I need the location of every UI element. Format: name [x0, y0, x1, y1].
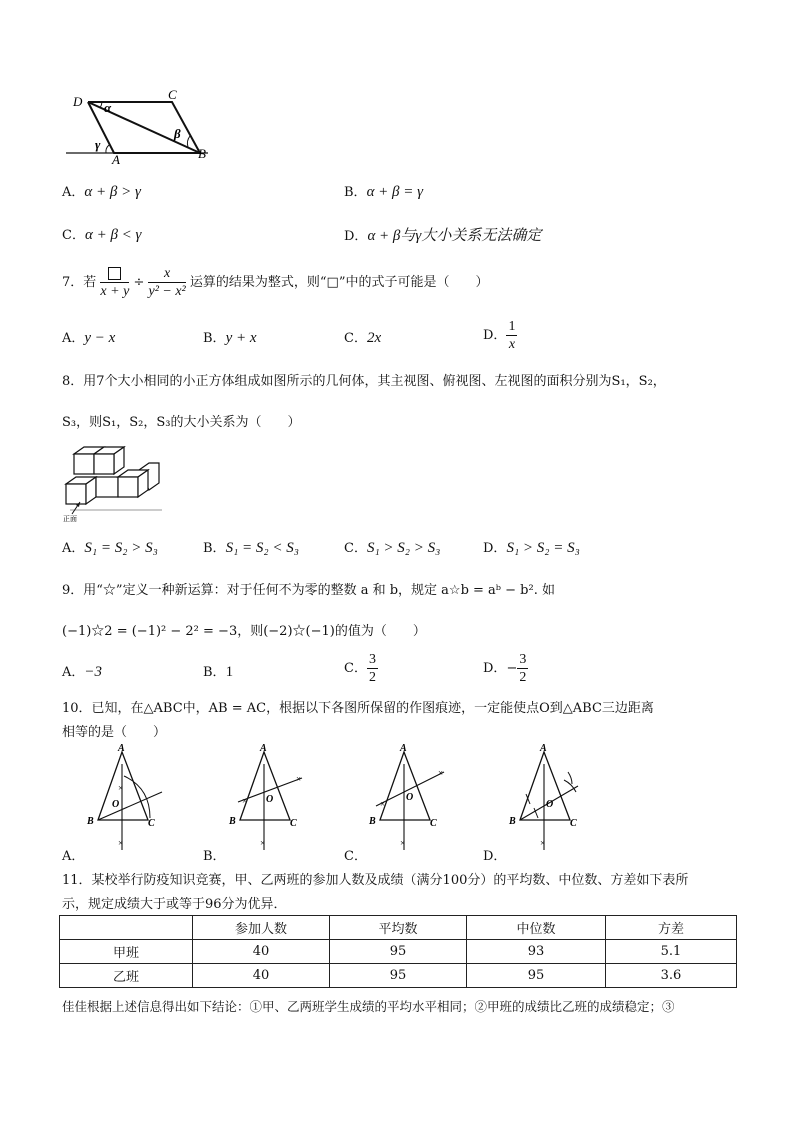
score-table [59, 915, 737, 988]
fig-c-label-o: O [406, 792, 414, 803]
q9-option-b[interactable]: B．1 [203, 664, 234, 680]
fig-b-label-b: B [229, 816, 236, 827]
q10-figure-c [366, 742, 450, 854]
cubes-figure [62, 444, 164, 524]
fig6-label-d: D [73, 94, 83, 109]
q6-option-a[interactable]: A．α + β > γ [62, 184, 141, 200]
fig-a-label-o: O [112, 799, 120, 810]
front-view-label: 正面 [63, 515, 77, 523]
fig-c-label-b: B [369, 816, 376, 827]
svg-text:×: × [380, 799, 386, 809]
fig6-label-a: A [112, 152, 120, 166]
q10-option-a[interactable]: A． [62, 849, 85, 864]
fig-b-label-o: O [266, 794, 274, 805]
fig-d-label-c: C [570, 818, 577, 829]
svg-text:×: × [438, 768, 444, 778]
fig-d-label-b: B [509, 816, 516, 827]
fig-a-label-c: C [148, 818, 155, 829]
q11-line-1: 11．某校举行防疫知识竞赛，甲、乙两班的参加人数及成绩（满分100分）的平均数、中位数、方差如下表所 [62, 873, 689, 888]
fig-a-label-a: A [118, 743, 125, 754]
q10-line-1: 10．已知，在△ABC中，AB = AC，根据以下各图所保留的作图痕迹，一定能使点O到△ABC三边距离 [62, 701, 654, 716]
fig-a-label-b: B [87, 816, 94, 827]
q8-option-a[interactable]: A．S₁ = S₂ > S₃ [62, 540, 158, 556]
fig6-label-c: C [168, 88, 177, 102]
parallelogram-figure [62, 88, 212, 166]
fig-c-label-a: A [400, 743, 407, 754]
table-header-row: 参加人数 平均数 中位数 方差 [60, 916, 737, 940]
svg-text:×: × [118, 783, 124, 793]
q7-option-c[interactable]: C．2x [344, 330, 382, 346]
q7-option-d[interactable]: D． $\frac{1}{x}$ [483, 319, 516, 352]
svg-text:×: × [260, 838, 266, 848]
fig6-beta: β [174, 126, 181, 141]
q10-option-b[interactable]: B． [203, 849, 226, 864]
q7-option-b[interactable]: B．y + x [203, 330, 257, 346]
fig-b-label-c: C [290, 818, 297, 829]
table-row: 乙班 40 95 95 3.6 [60, 964, 737, 988]
q7-option-a[interactable]: A．y − x [62, 330, 116, 346]
q9-option-a[interactable]: A．−3 [62, 664, 103, 680]
q8-option-d[interactable]: D．S₁ > S₂ = S₃ [483, 540, 580, 556]
q6-option-c[interactable]: C．α + β < γ [62, 227, 142, 243]
q6-option-d[interactable]: D．α + β与γ大小关系无法确定 [344, 228, 542, 244]
q9-option-c[interactable]: C． $\frac{3}{2}$ [344, 652, 376, 685]
svg-text:×: × [242, 796, 248, 806]
fig6-label-b: B [198, 146, 206, 161]
q8-line-1: 8．用7个大小相同的小正方体组成如图所示的几何体，其主视图、俯视图、左视图的面积分别为S₁，S₂， [62, 374, 666, 389]
svg-text:×: × [118, 838, 124, 848]
q9-line-1: 9．用“☆”定义一种新运算：对于任何不为零的整数 a 和 b，规定 a☆b = aᵇ − b². 如 [62, 583, 555, 598]
q9-option-d[interactable]: D．− $\frac{3}{2}$ [483, 652, 527, 685]
q9-line-2: (−1)☆2 = (−1)² − 2² = −3，则(−2)☆(−1)的值为（ ） [62, 624, 426, 639]
fig-b-label-a: A [260, 743, 267, 754]
fig-d-label-o: O [546, 799, 554, 810]
q7-fraction-1: x + y [100, 265, 129, 300]
fig6-alpha: α [104, 100, 112, 115]
q10-line-2: 相等的是（ ） [62, 725, 167, 740]
q7-fraction-2: $\frac{x}{\text{y² − x²}}$ [148, 266, 186, 299]
q11-line-2: 示，规定成绩大于或等于96分为优异． [62, 897, 287, 912]
q6-option-b[interactable]: B．α + β = γ [344, 184, 424, 200]
svg-text:×: × [296, 774, 302, 784]
q10-figure-d [506, 742, 590, 854]
q10-figure-a [84, 742, 168, 854]
fig-d-label-a: A [540, 743, 547, 754]
table-row: 甲班 40 95 93 5.1 [60, 940, 737, 964]
q11-conclusion: 佳佳根据上述信息得出如下结论：①甲、乙两班学生成绩的平均水平相同；②甲班的成绩比乙班的成绩稳定；③ [62, 999, 675, 1014]
svg-text:×: × [540, 838, 546, 848]
q10-option-d[interactable]: D． [483, 849, 507, 864]
q8-line-2: S₃，则S₁，S₂，S₃的大小关系为（ ） [62, 415, 301, 430]
blank-box-icon [108, 267, 121, 280]
q8-option-b[interactable]: B．S₁ = S₂ < S₃ [203, 540, 299, 556]
q7-stem: 7．若 x + y ÷ $\frac{x}{\text{y² − x²}}$ 运算的结果为整式，则“□”中的式子可能是（ ） [62, 266, 489, 299]
svg-text:×: × [400, 838, 406, 848]
q10-option-c[interactable]: C． [344, 849, 367, 864]
q8-option-c[interactable]: C．S₁ > S₂ > S₃ [344, 540, 441, 556]
fig-c-label-c: C [430, 818, 437, 829]
fig6-gamma: γ [95, 137, 101, 152]
q10-figure-b [226, 742, 310, 854]
